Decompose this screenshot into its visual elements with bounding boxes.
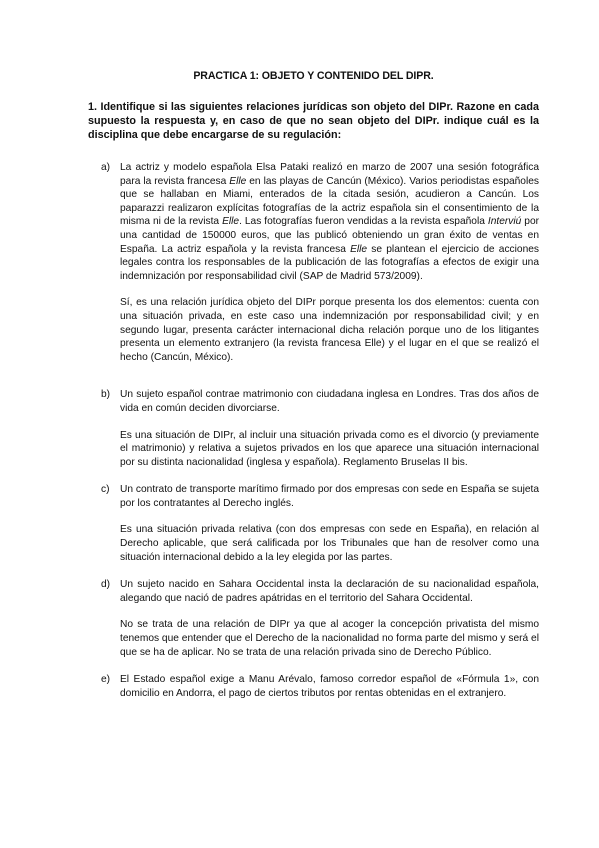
- item-letter: b): [101, 389, 111, 401]
- item-statement: Un sujeto español contrae matrimonio con ciudadana inglesa en Londres. Tras dos años de vida en común deciden divorciarse.: [120, 389, 539, 414]
- page-title: PRACTICA 1: OBJETO Y CONTENIDO DEL DIPR.: [193, 70, 434, 82]
- item-answer: Es una situación de DIPr, al incluir una situación privada como es el divorcio (y previamente el matrimonio) y relativa a sujetos privados en los que aparece una situación internacional por su distinta nacionalidad (inglesa y española). Reglamento Bruselas II bis.: [120, 429, 539, 468]
- question-text: 1. Identifique si las siguientes relaciones jurídicas son objeto del DIPr. Razone en cada supuesto la respuesta y, en caso de que no sean objeto del DIPr. indique cuál es la disciplina que debe encargarse de su regulación:: [88, 101, 539, 141]
- item-answer: Es una situación privada relativa (con dos empresas con sede en España), en relación al Derecho aplicable, que será calificada por los Tribunales que han de resolver como una situación internacional debido a la ley elegida por las partes.: [120, 524, 539, 563]
- item-letter: e): [101, 674, 111, 686]
- publication-name: Elle: [222, 216, 240, 228]
- item-statement: El Estado español exige a Manu Arévalo, famoso corredor español de «Fórmula 1», con domicilio en Andorra, el pago de ciertos tributos por rentas obtenidas en el extranjero.: [120, 674, 539, 699]
- item-statement: Un sujeto nacido en Sahara Occidental insta la declaración de su nacionalidad española, alegando que nació de padres apátridas en el territorio del Sahara Occidental.: [120, 579, 539, 604]
- list-item-e: [88, 673, 539, 700]
- item-letter: c): [101, 484, 110, 496]
- item-answer: No se trata de una relación de DIPr ya que al acoger la concepción privatista del mismo tenemos que entender que el Derecho de la nacionalidad no forma parte del mismo y será el que se ha de aplicar. No se trata de una relación privada sino de Derecho Público.: [120, 619, 539, 658]
- item-letter: d): [101, 579, 111, 591]
- list-item-d: [88, 578, 539, 659]
- list-item-a: [88, 161, 539, 364]
- item-statement: La actriz y modelo española Elsa Pataki realizó en marzo de 2007 una sesión fotográfica para la revista francesa Elle en las playas de Cancún (México). Varios periodistas españoles que se hallaban en Miami, enterados de la citada sesión, acudieron a Cancún. Los paparazzi realizaron explícitas fotografías de la actriz española sin el consentimiento de la misma ni de la revista Elle. Las fotografías fueron vendidas a la revista española Interviú por una cantidad de 150000 euros, que las publicó obteniendo un gran éxito de ventas en España. La actriz española y la revista francesa Elle se plantean el ejercicio de acciones legales contra los responsables de la publicación de las fotografías a efectos de exigir una indemnización por responsabilidad civil (SAP de Madrid 573/2009).: [120, 162, 539, 282]
- item-statement: Un contrato de transporte marítimo firmado por dos empresas con sede en España se sujeta por los contratantes al Derecho inglés.: [120, 484, 539, 509]
- list-item-c: [88, 483, 539, 564]
- publication-name: Elle: [350, 243, 368, 255]
- list-item-b: [88, 388, 539, 469]
- publication-name: Interviú: [487, 216, 522, 228]
- publication-name: Elle: [229, 175, 247, 187]
- item-letter: a): [101, 162, 111, 173]
- item-answer: Sí, es una relación jurídica objeto del DIPr porque presenta los dos elementos: cuenta con una situación privada, en este caso una indemnización por responsabilidad civil; y en segundo lugar, presenta carácter internacional dicha relación porque uno de los litigantes presenta un elemento extranjero (la revista francesa Elle) y el lugar en el que se realizó el hecho (Cancún, México).: [120, 297, 539, 363]
